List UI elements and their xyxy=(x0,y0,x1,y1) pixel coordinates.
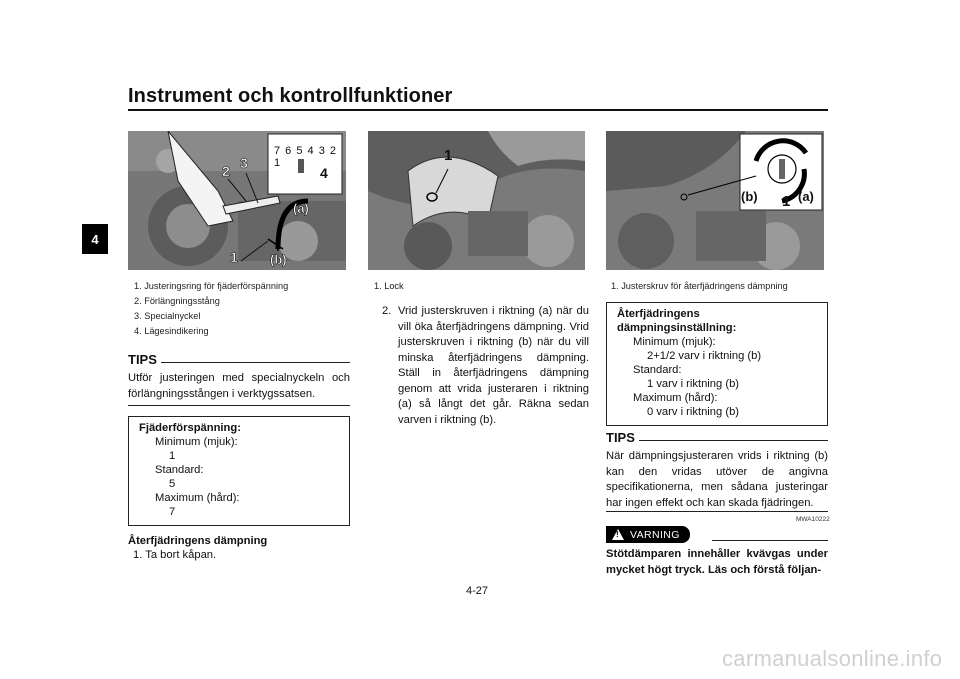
spec-std-label: Standard: xyxy=(633,364,682,376)
watermark: carmanualsonline.info xyxy=(722,646,943,671)
tips-label: TIPS xyxy=(606,430,635,445)
spec-std-value: 5 xyxy=(169,478,176,490)
figure-callout-a: (a) xyxy=(798,189,814,204)
warning-header xyxy=(606,526,828,543)
damping-heading: Återfjädringens dämpning xyxy=(128,535,268,547)
warning-rule xyxy=(712,540,828,541)
spec-min-value: 2+1/2 varv i riktning (b) xyxy=(647,350,762,362)
tips-rule xyxy=(606,511,828,512)
page-number: 4-27 xyxy=(466,585,489,597)
spec-min-label: Minimum (mjuk): xyxy=(633,336,716,348)
chapter-tab: 4 xyxy=(82,224,108,254)
spec-box-damping xyxy=(606,302,828,426)
tips-heading xyxy=(606,430,828,445)
warning-label: VARNING xyxy=(630,528,680,541)
figure-callout-1: 1 xyxy=(444,147,453,164)
figure-callout-3: 3 xyxy=(240,155,248,171)
tips-rule xyxy=(128,405,350,406)
figure-callout-b: (b) xyxy=(741,189,758,204)
figure-callout-4: 4 xyxy=(320,165,328,181)
spec-std-label: Standard: xyxy=(155,464,204,476)
left-caption-list xyxy=(134,279,288,339)
figure-callout-1: 1 xyxy=(230,249,238,265)
header-rule xyxy=(128,109,828,111)
warning-text: Stötdämparen innehåller kvävgas under mycket högt tryck. Läs och förstå följan- xyxy=(606,548,828,576)
step-2 xyxy=(382,304,589,428)
middle-caption: 1. Lock xyxy=(374,281,404,291)
step-2-text: Vrid justerskruven i riktning (a) när du vill öka återfjädringens dämpning. Vrid justerskruven i riktning (b) när du vill minska återfjädringens dämpning. Ställ in återfjädringens dämpning genom att vrida justeraren i riktning (a) så långt det går. Räkna sedan varven i riktning (b). xyxy=(398,305,589,426)
step-2-number: 2. xyxy=(382,305,392,317)
figure-callout-2: 2 xyxy=(222,163,230,179)
spec-max-value: 0 varv i riktning (b) xyxy=(647,406,740,418)
spec-min-label: Minimum (mjuk): xyxy=(155,436,238,448)
step-1: 1. Ta bort kåpan. xyxy=(133,549,217,561)
tips-text: När dämpningsjusteraren vrids i riktning (b) kan den vridas utöver de angivna specifikationerna, men sådana justeringar har ingen effekt och kan skada fjädringen. xyxy=(606,450,828,509)
figure-callout-1: 1 xyxy=(782,193,791,210)
figure-preload-adjust xyxy=(128,131,346,270)
spec-max-label: Maximum (hård): xyxy=(633,392,718,404)
tips-label: TIPS xyxy=(128,352,157,367)
spec-min-value: 1 xyxy=(169,450,176,462)
tips-heading xyxy=(128,352,350,367)
spec-max-value: 7 xyxy=(169,506,176,518)
figure-cover-location xyxy=(368,131,585,270)
page-title: Instrument och kontrollfunktioner xyxy=(128,85,453,107)
warning-code: MWA10222 xyxy=(796,516,830,523)
spec-title: Återfjädringens dämpningsinställning: xyxy=(617,308,737,334)
figure-scale-label: 7 6 5 4 3 2 1 xyxy=(274,145,337,169)
caption-item: 2. Förlängningsstång xyxy=(134,296,220,306)
spec-std-value: 1 varv i riktning (b) xyxy=(647,378,740,390)
spec-title: Fjäderförspänning: xyxy=(139,422,241,434)
figure-callout-b: (b) xyxy=(270,252,287,267)
figure-damping-adjuster xyxy=(606,131,824,270)
tips-text: Utför justeringen med specialnyckeln och förlängningsstången i verktygssatsen. xyxy=(128,372,350,400)
caption-item: 4. Lägesindikering xyxy=(134,326,209,336)
caption-item: 1. Justeringsring för fjäderförspänning xyxy=(134,281,289,291)
warning-badge xyxy=(606,526,690,543)
spec-max-label: Maximum (hård): xyxy=(155,492,240,504)
caption-item: 3. Specialnyckel xyxy=(134,311,201,321)
figure-callout-a: (a) xyxy=(293,201,309,216)
spec-box-preload xyxy=(128,416,350,526)
warning-triangle-icon xyxy=(612,529,624,540)
right-caption: 1. Justerskruv för återfjädringens dämpning xyxy=(611,281,788,291)
